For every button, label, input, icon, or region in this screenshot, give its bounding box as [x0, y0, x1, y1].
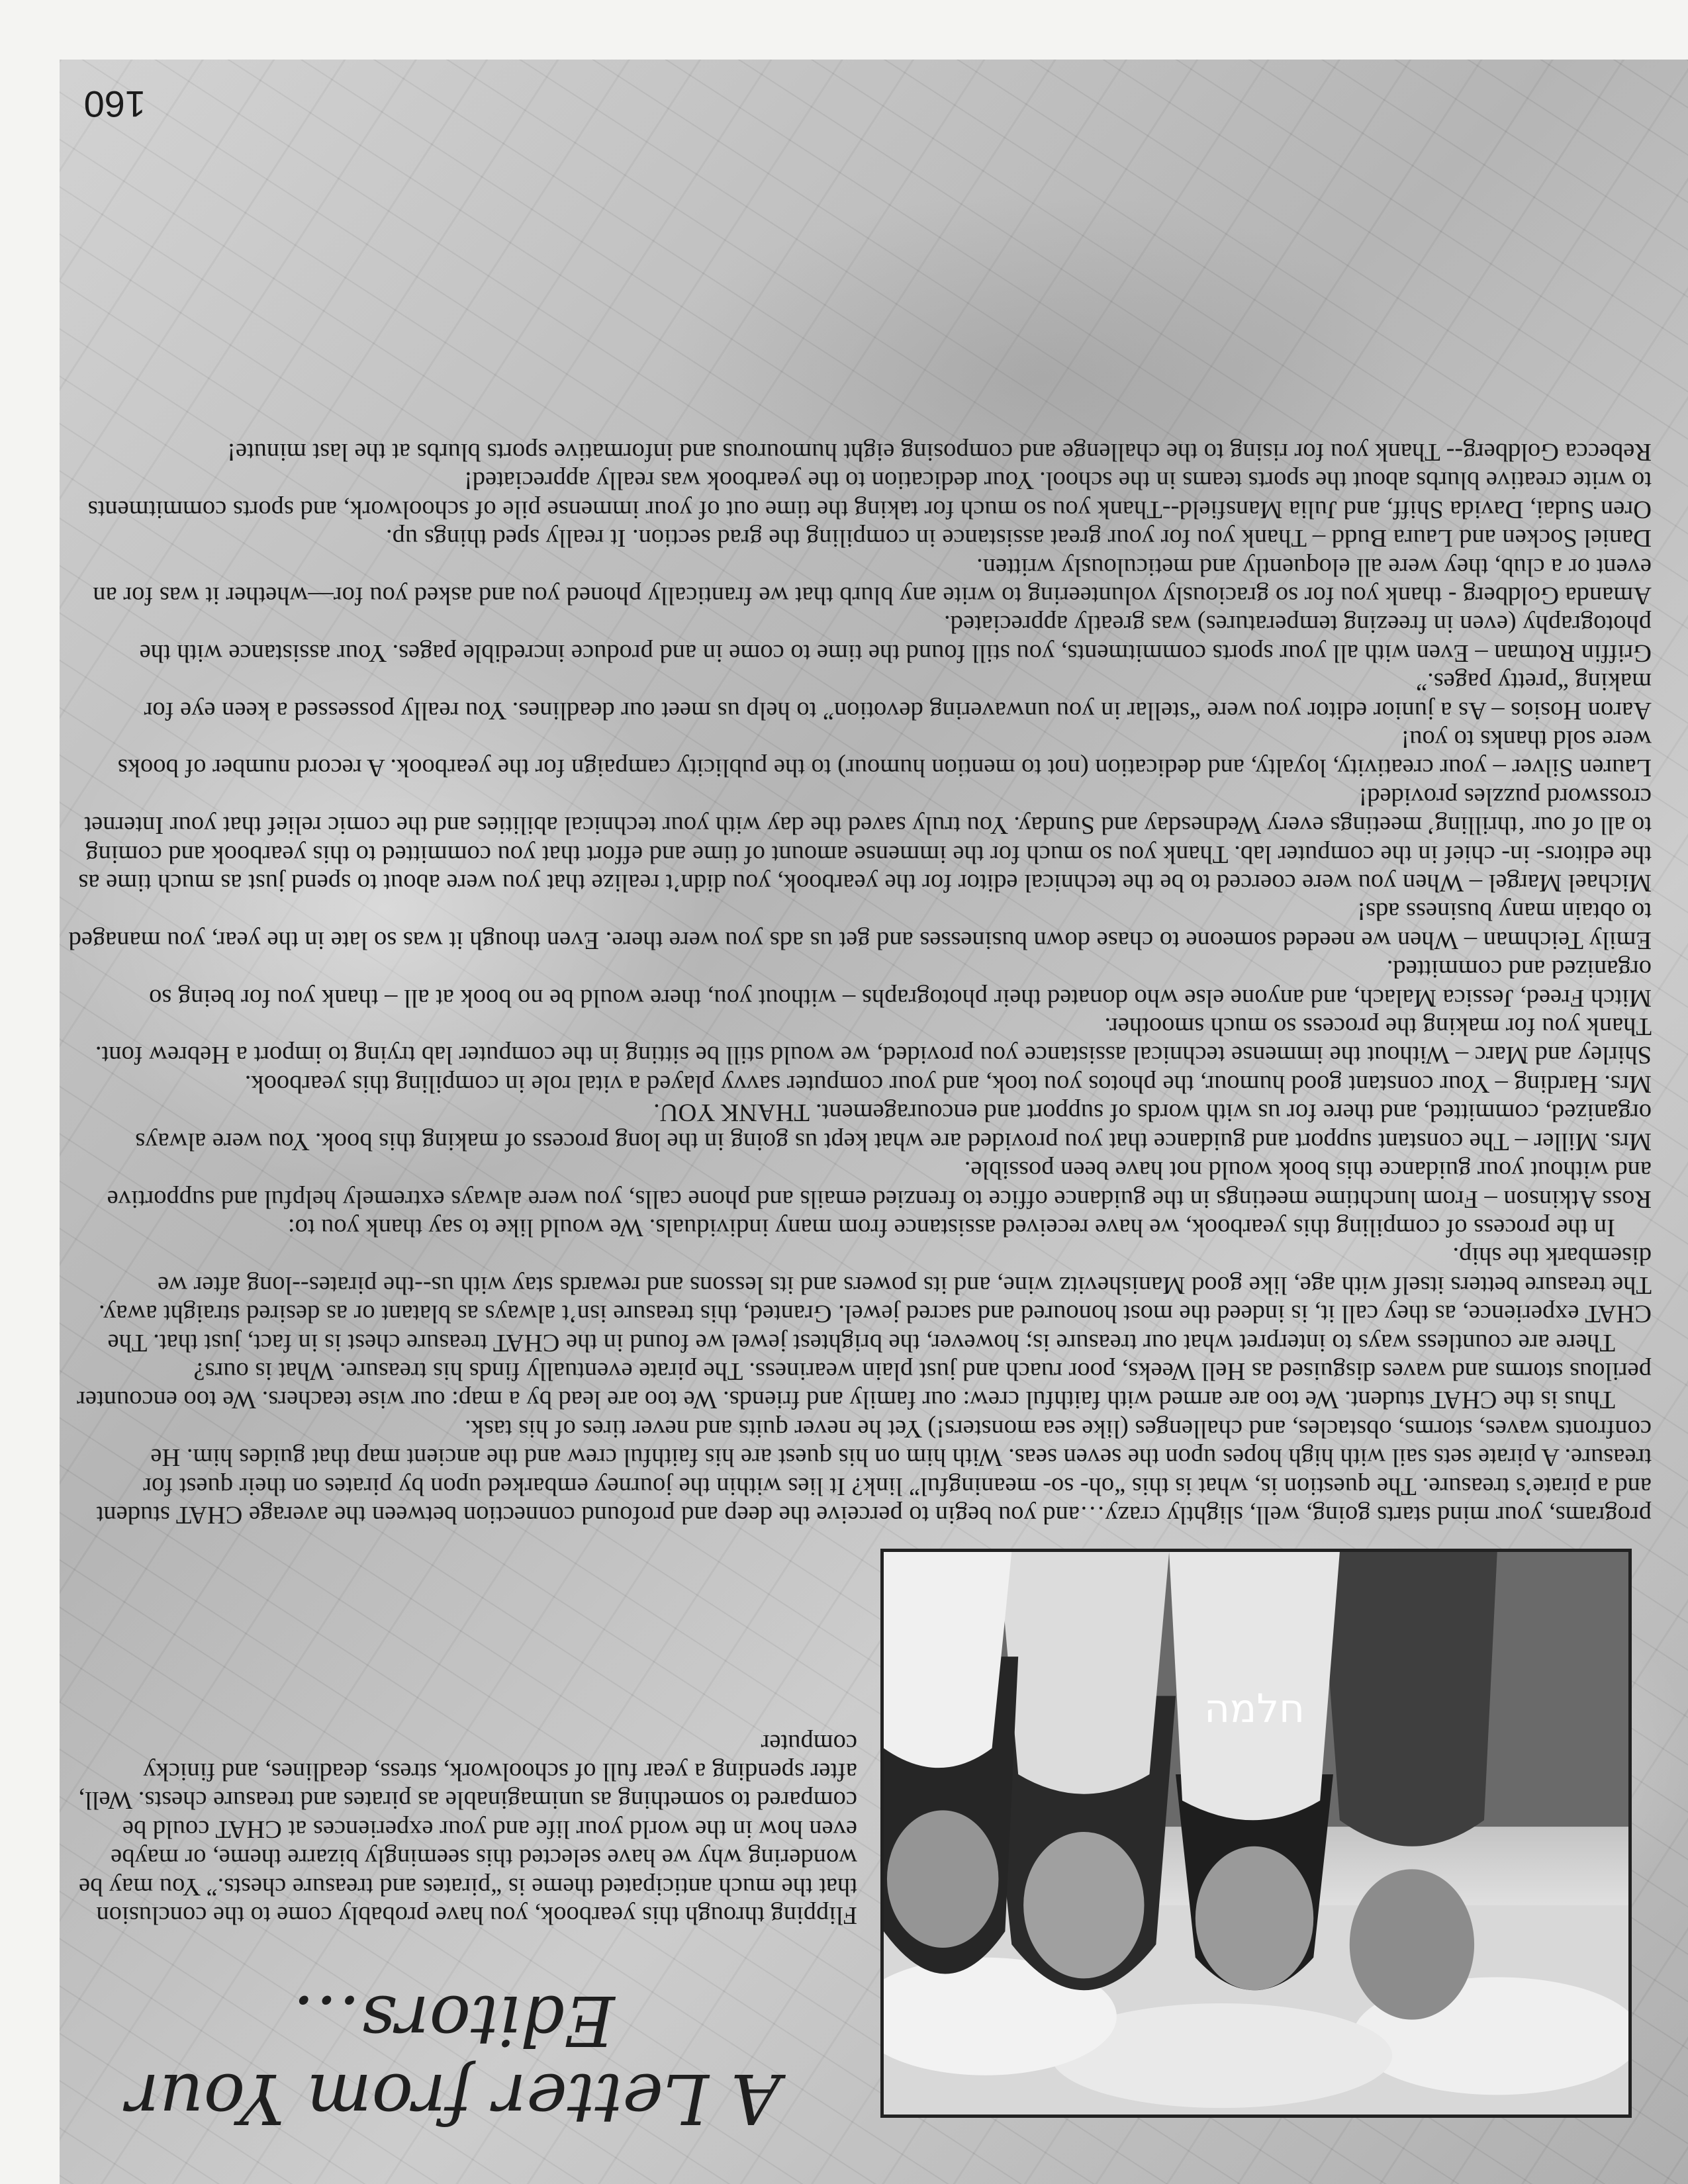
thanks-entry: Griffin Rotman – Even with all your sports commitments, you still found the time to come in and produce incredible pages. Your assistance with the photography (even in freezing temperatures) was greatly appreciated.	[139, 610, 1652, 667]
thanks-entry: Mrs. Miller – The constant support and guidance that you provided are what kept us going in the long process of making this book. You were always organized, committed, and there for us with words of support and encouragement. THANK YOU.	[135, 1099, 1652, 1156]
thanks-entry: Michael Margel – When you were coerced to be the technical editor for the yearbook, you didn’t realize that you were about to spend just as much time as the editors- in- chief in the computer lab. Thank you so much for the immense amount of time and effort that you committed to this yearbook and coming to all of our ‘thrilling’ meetings every Wednesday and Sunday. You truly saved the day with your technical abilities and the comic relief that your Internet crossword puzzles provided!	[78, 782, 1652, 897]
editors-photo-illustration	[884, 1552, 1628, 2115]
thanks-entry: Daniel Socken and Laura Budd – Thank you for your great assistance in compiling the grad section. It really sped things up.	[385, 524, 1652, 553]
editors-photo	[880, 1549, 1632, 2118]
letter-body	[66, 437, 1652, 1529]
body-paragraph: In the process of compiling this yearbook, we have received assistance from many individuals. We would like to say thank you to:	[287, 1213, 1615, 1242]
thanks-entry: Aaron Hosios – As a junior editor you were “stellar in you unwavering devotion” to help us meet our deadlines. You really possessed a keen eye for making “pretty pages.”	[144, 668, 1652, 725]
thanks-entry: Amanda Goldberg - thank you for so graciously volunteering to write any blurb that we frantically phoned you and asked you for—whether it was for an event or a club, they were all eloquently and meticulously written.	[93, 553, 1652, 610]
crumpled-paper-background	[60, 60, 1688, 2184]
shirt-lettering: חלמה	[1204, 1686, 1305, 1732]
thanks-entry: Ross Atkinson – From lunchtime meetings in the guidance office to frenzied emails and phone calls, you were always extremely helpful and supportive and without your guidance this book would not have been possible.	[107, 1156, 1652, 1213]
body-paragraph: There are countless ways to interpret what our treasure is; however, the brightest jewel we found in the CHAT treasure chest is in fact, just that. The CHAT experience, as they call it, is indeed the most honoured and sacred jewel. Granted, this treasure isn’t always as blatant or as desired straight away. The treasure betters itself with age, like good Manishevitz wine, and its powers and its lessons and rewards stay with us--the pirates--long after we disembark the ship.	[99, 1242, 1652, 1357]
thanks-entry: Emily Teichman – When we needed someone to chase down businesses and get us ads you were there. Even though it was so late in the year, you managed to obtain many business ads!	[68, 897, 1652, 954]
thanks-entry: Lauren Silver – your creativity, loyalty, and dedication (not to mention humour) to the publicity campaign for the yearbook. A record number of books were sold thanks to you!	[117, 725, 1652, 782]
thanks-entry: Shirley and Marc – Without the immense technical assistance you provided, we would still be sitting in the computer lab trying to import a Hebrew font. Thank you for making the process so much smoother.	[95, 1013, 1652, 1069]
thanks-entry: Oren Sudai, Davida Shiff, and Julia Mansfield--Thank you so much for taking the time out of your immense pile of schoolwork, and sports commitments to write creative blurbs about the sports teams in the school. Your dedication to the yearbook was really appreciated!	[87, 467, 1652, 523]
body-paragraph: Thus is the CHAT student. We too are armed with faithful crew: our family and friends. We too are lead by a map: our wise teachers. We too encounter perilous storms and waves disguised as Hell Weeks, poor ruach and just plain weariness. The pirate eventually finds his treasure. What is ours?	[77, 1357, 1652, 1414]
thanks-entry: Mitch Freed, Jessica Malach, and anyone else who donated their photographs – without you, there would be no book at all – thank you for being so organized and committed.	[149, 955, 1652, 1012]
page-number: 160	[83, 83, 146, 125]
thanks-entry: Mrs. Harding – Your constant good humour, the photos you took, and your computer savvy played a vital role in compiling this yearbook.	[244, 1069, 1652, 1098]
page-title: A Letter from Your Editors…	[126, 1980, 781, 2139]
intro-paragraph: Flipping through this yearbook, you have probably come to the conclusion that the much anticipated theme is “pirates and treasure chests.” You may be wondering why we have selected this seemingly bizarre theme, or maybe even how in the world your life and your experiences at CHAT could be compared to something as unimaginable as pirates and treasure chests. Well, after spending a year full of schoolwork, stress, deadlines, and finicky computer	[78, 1729, 857, 1929]
thanks-entry: Rebecca Goldberg-- Thank you for rising to the challenge and composing eight humourous and informative sports blurbs at the last minute!	[227, 437, 1652, 466]
body-paragraph: programs, your mind starts going, well, slightly crazy…and you begin to perceive the deep and profound connection between the average CHAT student and a pirate’s treasure. The question is, what is this “oh- so- meaningful” link? It lies within the journey embarked upon by pirates on their quest for treasure. A pirate sets sail with high hopes upon the seven seas. With him on his quest are his faithful crew and the ancient map that guides him. He confronts waves, storms, obstacles, and challenges (like sea monsters!) Yet he never quits and never tires of his task.	[96, 1414, 1652, 1529]
